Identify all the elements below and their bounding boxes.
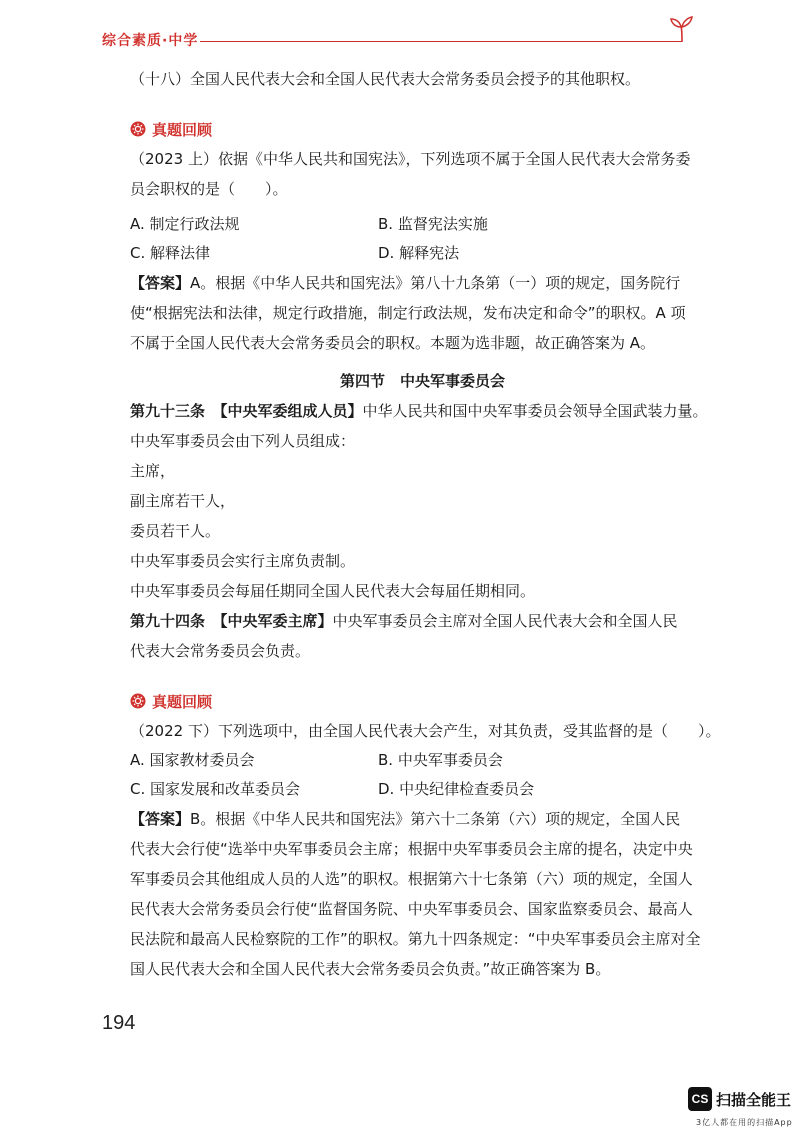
article93-label: 第九十三条 【中央军委组成人员】 — [130, 402, 363, 420]
article94-text: 中央军事委员会主席对全国人民代表大会和全国人民 — [332, 612, 678, 630]
option-c: C. 解释法律 — [130, 244, 211, 262]
article93-line4: 委员若干人。 — [130, 522, 221, 540]
question2-answer-line1 — [130, 804, 715, 834]
article94-label: 第九十四条 【中央军委主席】 — [130, 612, 333, 630]
review-label: 真题回顾 — [152, 692, 213, 711]
sprout-icon — [668, 14, 696, 44]
section-title: 第四节 中央军事委员会 — [339, 372, 505, 390]
question2-options — [130, 746, 715, 804]
watermark-name: 扫描全能王 — [716, 1091, 792, 1109]
question1-stem-line1: （2023 上）依据《中华人民共和国宪法》，下列选项不属于全国人民代表大会常务委 — [130, 150, 691, 168]
review-heading-2 — [130, 686, 715, 716]
review-heading-1 — [130, 114, 715, 144]
question2-answer-line6: 国人民代表大会和全国人民代表大会常务委员会负责。”故正确答案为 B。 — [130, 960, 611, 978]
article94-heading — [130, 606, 715, 636]
review-label: 真题回顾 — [152, 120, 213, 139]
watermark-slogan: 3亿人都在用的扫描App — [696, 1118, 793, 1127]
article93-line2: 主席， — [130, 462, 176, 480]
option-d: D. 解释宪法 — [378, 244, 460, 262]
question1-answer-line3: 不属于全国人民代表大会常务委员会的职权。本题为选非题，故正确答案为 A。 — [130, 334, 656, 352]
option-b: B. 监督宪法实施 — [378, 215, 488, 233]
option-b: B. 中央军事委员会 — [378, 751, 503, 769]
question1-answer-line1 — [130, 268, 715, 298]
article93-line3: 副主席若干人， — [130, 492, 236, 510]
sun-icon — [130, 121, 146, 137]
option-a: A. 国家教材委员会 — [130, 751, 255, 769]
article93-text: 中华人民共和国中央军事委员会领导全国武装力量。 — [362, 402, 708, 420]
option-c: C. 国家发展和改革委员会 — [130, 780, 301, 798]
question1-stem-line2: 员会职权的是（ ）。 — [130, 180, 288, 198]
question2-stem: （2022 下）下列选项中，由全国人民代表大会产生，对其负责，受其监督的是（ ）。 — [130, 722, 721, 740]
question2-answer-line4: 民代表大会常务委员会行使“监督国务院、中央军事委员会、国家监察委员会、最高人 — [130, 900, 693, 918]
question2-answer-line3: 军事委员会其他组成人员的人选”的职权。根据第六十七条第（六）项的规定，全国人 — [130, 870, 693, 888]
page-header — [0, 0, 800, 60]
option-a: A. 制定行政法规 — [130, 215, 240, 233]
article94-line2: 代表大会常务委员会负责。 — [130, 642, 311, 660]
question2-answer-line2: 代表大会行使“选举中央军事委员会主席；根据中央军事委员会主席的提名，决定中央 — [130, 840, 693, 858]
answer-tag: 【答案】 — [130, 810, 191, 828]
answer-tag: 【答案】 — [130, 274, 191, 292]
question2-answer-line5: 民法院和最高人民检察院的工作”的职权。第九十四条规定：“中央军事委员会主席对全 — [130, 930, 701, 948]
header-title: 综合素质·中学 — [102, 33, 199, 49]
question1-answer-line2: 使“根据宪法和法律，规定行政措施，制定行政法规，发布决定和命令”的职权。A 项 — [130, 304, 686, 322]
item-eighteen: （十八）全国人民代表大会和全国人民代表大会常务委员会授予的其他职权。 — [130, 70, 641, 88]
header-rule — [200, 41, 682, 42]
answer-text: B。根据《中华人民共和国宪法》第六十二条第（六）项的规定，全国人民 — [190, 810, 681, 828]
main-content — [130, 64, 721, 984]
article93-line6: 中央军事委员会每届任期同全国人民代表大会每届任期相同。 — [130, 582, 536, 600]
camscanner-logo-icon: CS — [688, 1087, 712, 1111]
article93-line1: 中央军事委员会由下列人员组成： — [130, 432, 356, 450]
page-number: 194 — [102, 1012, 136, 1034]
article93-heading — [130, 396, 715, 426]
sun-icon — [130, 693, 146, 709]
article93-line5: 中央军事委员会实行主席负责制。 — [130, 552, 356, 570]
question1-options — [130, 210, 715, 268]
option-d: D. 中央纪律检查委员会 — [378, 780, 535, 798]
scanner-watermark — [648, 1087, 800, 1132]
answer-text: A。根据《中华人民共和国宪法》第八十九条第（一）项的规定，国务院行 — [190, 274, 681, 292]
